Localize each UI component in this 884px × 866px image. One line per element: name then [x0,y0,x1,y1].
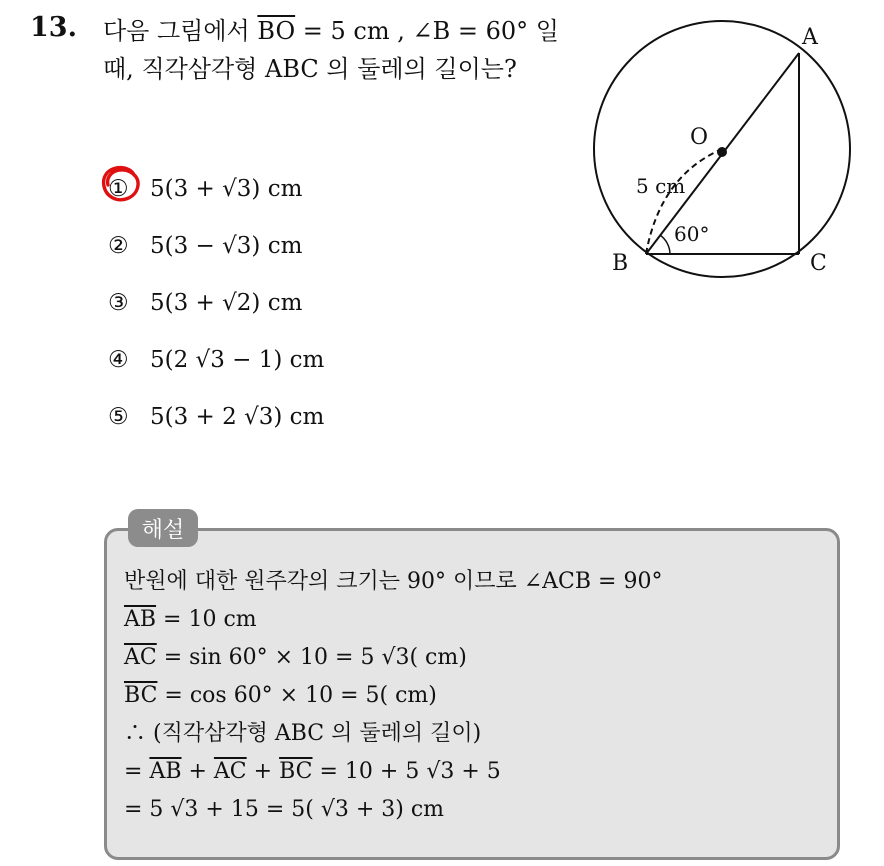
segment-bc-label: $\overline{BC}$ [124,683,158,708]
solution-line-2-rest: = 10 cm [156,607,257,632]
sum-segment-ac: $\overline{AC}$ [213,759,247,784]
label-c: C [810,251,827,276]
option-4-number: ④ [108,346,129,373]
solution-line-6-plus2: + [246,759,280,784]
geometry-figure [590,16,865,291]
option-3-number: ③ [108,289,129,316]
angle-arc [660,235,670,254]
solution-text [124,563,662,829]
question-text-part1: 다음 그림에서 [103,17,258,45]
segment-ac-label: $\overline{AC}$ [124,645,157,670]
label-b: B [612,251,629,276]
solution-line-4 [124,677,662,715]
label-a: A [802,25,818,50]
solution-line-7: = 5 √3 + 15 = 5( √3 + 3) cm [124,797,445,822]
center-point [717,147,727,157]
solution-line-6 [124,753,662,791]
option-5-text: 5(3 + 2 √3) cm [150,403,325,430]
question-text-part2: = 5 cm , ∠B = 60° 일 때, 직각삼각형 ABC 의 둘레의 길이는? [103,17,559,83]
option-1-text: 5(3 + √3) cm [150,175,303,202]
option-2-text: 5(3 − √3) cm [150,232,303,259]
solution-tag: 해설 [128,509,198,547]
question-number: 13. [30,12,77,43]
solution-line-5: ∴ (직각삼각형 ABC 의 둘레의 길이) [124,721,482,746]
option-1[interactable] [108,160,324,217]
solution-line-3-rest: = sin 60° × 10 = 5 √3( cm) [156,645,467,670]
solution-line-2 [124,601,662,639]
solution-line-1: 반원에 대한 원주각의 크기는 90° 이므로 ∠ACB = 90° [124,569,663,594]
sum-segment-ab: $\overline{AB}$ [149,759,182,784]
option-2-number: ② [108,232,129,259]
option-5-number: ⑤ [108,403,129,430]
answer-options [108,160,324,445]
segment-ab-label: $\overline{AB}$ [124,607,157,632]
solution-line-4-rest: = cos 60° × 10 = 5( cm) [157,683,437,708]
solution-line-6-rest: = 10 + 5 √3 + 5 [312,759,501,784]
solution-line-6-plus1: + [181,759,214,784]
segment-bo: $\overline{BO}$ [257,17,296,45]
angle-label: 60° [674,222,710,246]
label-o: O [690,125,709,150]
solution-line-6-pre: = [124,759,150,784]
option-1-number: ① [108,175,129,202]
length-label: 5 cm [636,174,686,198]
question-text [103,12,573,88]
option-2[interactable] [108,217,324,274]
option-5[interactable] [108,388,324,445]
option-3-text: 5(3 + √2) cm [150,289,303,316]
solution-line-3 [124,639,662,677]
option-4[interactable] [108,331,324,388]
option-4-text: 5(2 √3 − 1) cm [150,346,325,373]
option-3[interactable] [108,274,324,331]
sum-segment-bc: $\overline{BC}$ [279,759,313,784]
